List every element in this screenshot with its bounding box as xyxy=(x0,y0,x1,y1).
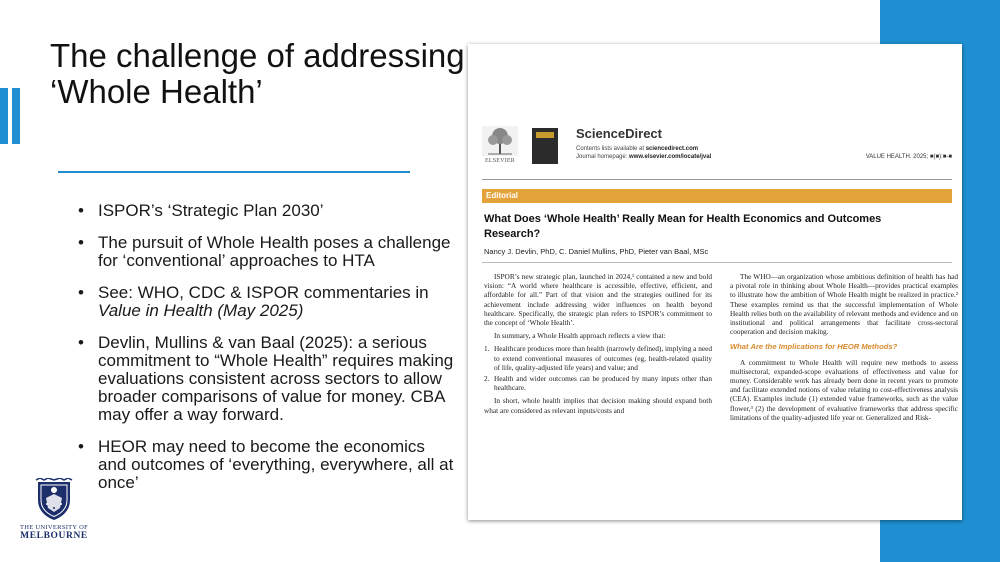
title-underline xyxy=(58,171,410,173)
bullet-item xyxy=(78,334,458,424)
left-accent-bar-1 xyxy=(0,88,8,144)
journal-cover-image xyxy=(532,128,558,164)
bullet-item xyxy=(78,202,458,220)
bullet-text: Devlin, Mullins & van Baal (2025): a serious commitment to “Whole Health” requires making evaluations consistent across sectors to allow broader comparisons of value for money. CBA may offer a way forward. xyxy=(98,333,454,424)
bullet-text: The pursuit of Whole Health poses a challenge for ‘conventional’ approaches to HTA xyxy=(98,233,451,270)
article-header xyxy=(482,126,952,168)
section-label: Editorial xyxy=(486,191,519,200)
bullet-item xyxy=(78,438,458,492)
bullet-list xyxy=(78,202,458,506)
paragraph: The WHO—an organization whose ambitious definition of health has had a pivotal role in thinking about Whole Health—provides practical examples to illustrate how the ambition of Whole Health might be realized in practice.² These examples remind us that the successful implementation of Whole Health relies both on the availability of relevant methods and evidence and on institutional and political arrangements that facilitate cross-sectoral cooperation and decision making. xyxy=(730,272,958,337)
numbered-item-text: Healthcare produces more than health (narrowly defined), implying a need to extend conventional measures of outcomes (eg, health-related quality of life, quality-adjusted life years) and value; and xyxy=(494,344,713,372)
bullet-item xyxy=(78,284,458,320)
contents-list-line xyxy=(576,146,698,152)
bullet-text: HEOR may need to become the economics and outcomes of ‘everything, everywhere, all at once’ xyxy=(98,437,454,492)
contents-site-link[interactable]: sciencedirect.com xyxy=(645,146,699,152)
section-heading: What Are the Implications for HEOR Methods? xyxy=(730,342,898,352)
section-label-bar xyxy=(482,189,952,203)
contents-prefix: Contents lists available at xyxy=(576,146,646,152)
paragraph: A commitment to Whole Health will require new methods to assess multisectoral, expanded-scope evaluations of effectiveness and value for money. Considerable work has already been done in recent years to promote and facilitate extended notions of value relating to cost-effectiveness analysis (CEA). Examples include (1) extended value frameworks, such as the value flower,³ (2) the development of evaluative frameworks that address specific limitations of the quality-adjusted life year or. Generalized and Risk- xyxy=(730,357,958,422)
header-divider xyxy=(482,179,952,180)
bullet-italic-text: Value in Health (May 2025) xyxy=(98,301,304,320)
bullet-text: See: WHO, CDC & ISPOR commentaries in xyxy=(98,283,429,302)
paragraph: In summary, a Whole Health approach reflects a view that: xyxy=(494,331,666,341)
right-accent-top xyxy=(880,0,1000,44)
numbered-item-text: Health and wider outcomes can be produced by many inputs other than healthcare. xyxy=(494,374,712,393)
bullet-text: ISPOR’s ‘Strategic Plan 2030’ xyxy=(98,201,324,220)
journal-homepage-line xyxy=(576,154,711,160)
journal-reference: VALUE HEALTH. 2025; ■(■):■-■ xyxy=(865,154,952,160)
right-accent-bottom xyxy=(880,518,1000,562)
homepage-prefix: Journal homepage: xyxy=(576,154,630,160)
article-screenshot xyxy=(468,44,962,520)
article-right-column xyxy=(730,272,958,426)
numbered-item: 1. Healthcare produces more than health (narrowly defined), implying a need to extend conventional measures of outcomes (eg, health-related quality of life, quality-adjusted life years) and value; and xyxy=(484,344,713,372)
left-accent-bar-2 xyxy=(12,88,20,144)
numbered-item: 2. Health and wider outcomes can be produced by many inputs other than healthcare. xyxy=(484,374,712,393)
slide-title-line1: The challenge of addressing xyxy=(50,37,465,74)
slide-title xyxy=(50,38,480,110)
sciencedirect-brand: ScienceDirect xyxy=(576,126,662,141)
slide-title-line2: ‘Whole Health’ xyxy=(50,73,263,110)
authors-divider xyxy=(482,262,952,263)
right-accent-edge xyxy=(962,44,1000,518)
university-logo xyxy=(14,478,94,548)
journal-homepage-link[interactable]: www.elsevier.com/locate/jval xyxy=(629,154,712,160)
paragraph: ISPOR’s new strategic plan, launched in 2024,¹ contained a new and bold vision: “A world where healthcare is accessible, effective, efficient, and affordable for all.” Part of that vision and the strategies outlined for its achievement include addressing wider influences on health beyond healthcare. Specifically, the strategic plan refers to ISPOR’s commitment to the concept of ‘Whole Health’. xyxy=(484,272,712,328)
bullet-item xyxy=(78,234,458,270)
university-name-line2: MELBOURNE xyxy=(20,531,88,541)
crest-icon xyxy=(34,478,74,522)
article-authors: Nancy J. Devlin, PhD, C. Daniel Mullins, PhD, Pieter van Baal, MSc xyxy=(484,247,709,256)
elsevier-wordmark: ELSEVIER xyxy=(485,158,515,164)
university-name-line1: THE UNIVERSITY OF xyxy=(19,524,89,531)
article-title: What Does ‘Whole Health’ Really Mean for Health Economics and Outcomes Research? xyxy=(484,213,882,240)
article-left-column xyxy=(484,272,712,419)
paragraph: In short, whole health implies that decision making should expand both what are considered as relevant inputs/costs and xyxy=(484,396,712,415)
